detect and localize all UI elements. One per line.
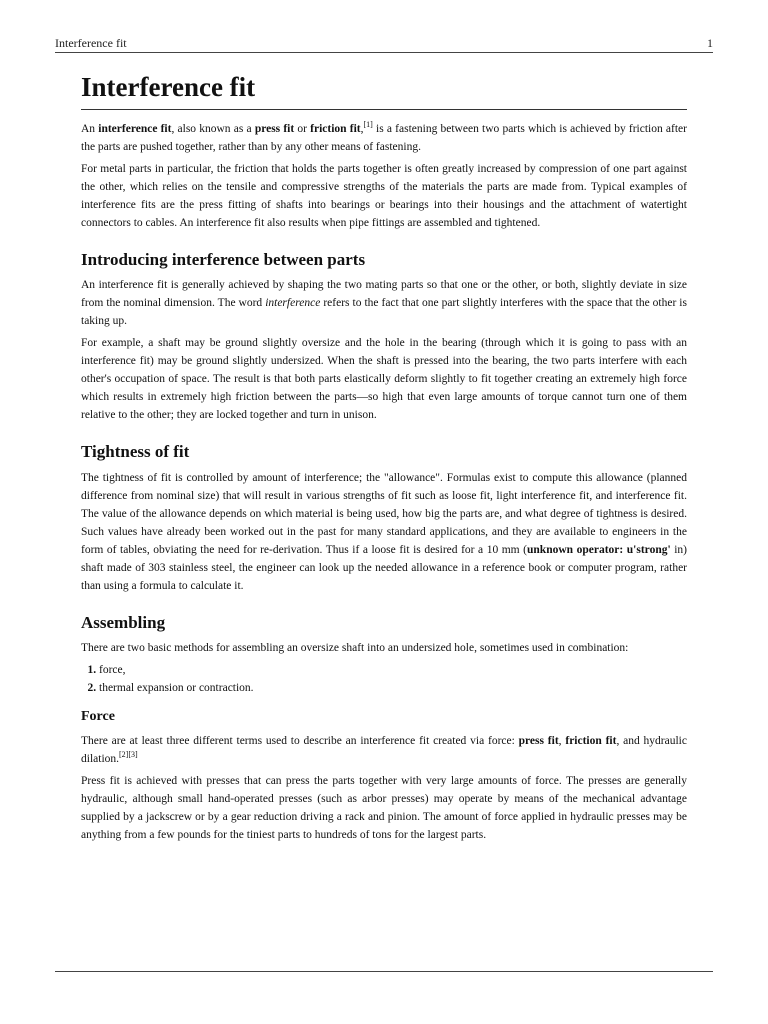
reference-link-2-3[interactable]: [2][3] — [119, 750, 138, 760]
article-body — [81, 72, 687, 848]
bold-unknown-operator: unknown operator: u'strong' — [527, 543, 671, 556]
intro-paragraph-1 — [81, 120, 687, 156]
text-run: There are at least three different terms used to describe an interference fit created via force: — [81, 735, 519, 748]
text-run: , — [558, 735, 566, 748]
running-header — [55, 36, 713, 51]
reference-link-1[interactable]: [1] — [363, 120, 373, 130]
header-rule — [55, 52, 713, 53]
text-run: is a fastening between two parts which is achieved by friction after the parts are pushed together, rather than by any other means of fastening. — [81, 123, 687, 154]
text-run: , also known as a — [171, 123, 255, 136]
section3-paragraph-1: There are two basic methods for assembling an oversize shaft into an undersized hole, sometimes used in combination: — [81, 642, 629, 655]
bold-term-press-fit: press fit — [518, 735, 559, 748]
text-run: An — [81, 123, 99, 136]
force-paragraph-2: Press fit is achieved with presses that can press the parts together with very large amounts of force. The presses are generally hydraulic, although small hand-operated presses (such as arbor presses) may operate by means of the mechanical advantage supplied by a jackscrew or by a gear reduction driving a rack and pinion. The amount of force applied in hydraulic presses may be anything from a few pounds for the tiniest parts to hundreds of tons for the largest parts. — [81, 775, 687, 842]
section-heading-introducing-interference: Introducing interference between parts — [81, 250, 366, 270]
subsection-heading-force: Force — [81, 709, 115, 725]
list-item: 1. force, — [99, 661, 687, 679]
italic-term-interference: interference — [265, 297, 321, 310]
text-run: An interference fit is generally achieved by shaping the two mating parts so that one or the other, or both, slightly deviate in size from the nominal dimension. The word — [81, 279, 687, 310]
bold-term-press-fit: press fit — [254, 123, 295, 136]
article-title: Interference fit — [81, 72, 687, 110]
section1-paragraph-2: For example, a shaft may be ground slightly oversize and the hole in the bearing (through which it is going to pass with an interference fit) may be ground slightly undersized. When the shaft is pressed into the bearing, the two parts interfere with each other's occupation of space. The result is that both parts elastically deform slightly to fit together creating an extremely high force which results in extremely high friction between the parts—so high that even large amounts of torque cannot turn one of them relative to the other; they are locked together and turn in unison. — [81, 337, 687, 422]
text-run: in) shaft made of 303 stainless steel, the engineer can look up the needed allowance in a reference book or computer program, rather than using a formula to calculate it. — [81, 543, 687, 592]
section1-paragraph-1 — [81, 276, 687, 330]
section-heading-tightness-of-fit: Tightness of fit — [81, 442, 190, 462]
bold-term-interference-fit: interference fit — [98, 123, 172, 136]
assembly-methods-list — [81, 661, 687, 697]
page-number: 1 — [707, 36, 713, 50]
section-heading-assembling: Assembling — [81, 612, 166, 632]
force-paragraph-1 — [81, 732, 687, 768]
text-run: , and hydraulic dilation. — [81, 735, 687, 766]
text-run: The tightness of fit is controlled by amount of interference; the "allowance". Formulas exist to compute this allowance (planned difference from nominal size) that will result in various strengths of fit such as loose fit, light interference fit, and interference fit. The value of the allowance depends on which material is being used, how big the parts are, and what degree of tightness is desired. Such values have already been worked out in the past for many standard applications, and they are available to engineers in the form of tables, obviating the need for re-derivation. Thus if a loose fit is desired for a 10 mm ( — [81, 471, 687, 556]
bold-term-friction-fit: friction fit — [565, 735, 617, 748]
bold-term-friction-fit: friction fit — [310, 123, 361, 136]
list-item: 2. thermal expansion or contraction. — [99, 679, 687, 697]
text-run: refers to the fact that one part slightly interferes with the space that the other is taking up. — [81, 297, 687, 328]
running-header-title: Interference fit — [55, 36, 127, 50]
section2-paragraph-1 — [81, 469, 687, 595]
text-run: or — [294, 123, 311, 136]
footer-rule — [55, 971, 713, 972]
intro-paragraph-2: For metal parts in particular, the friction that holds the parts together is often greatly increased by compression of one part against the other, which relies on the tensile and compressive strengths of the materials the parts are made from. Typical examples of interference fits are the press fitting of shafts into bearings or bearings into their housings and the attachment of watertight connectors to cables. An interference fit also results when pipe fittings are assembled and tightened. — [81, 163, 687, 230]
text-run: , — [360, 123, 364, 136]
